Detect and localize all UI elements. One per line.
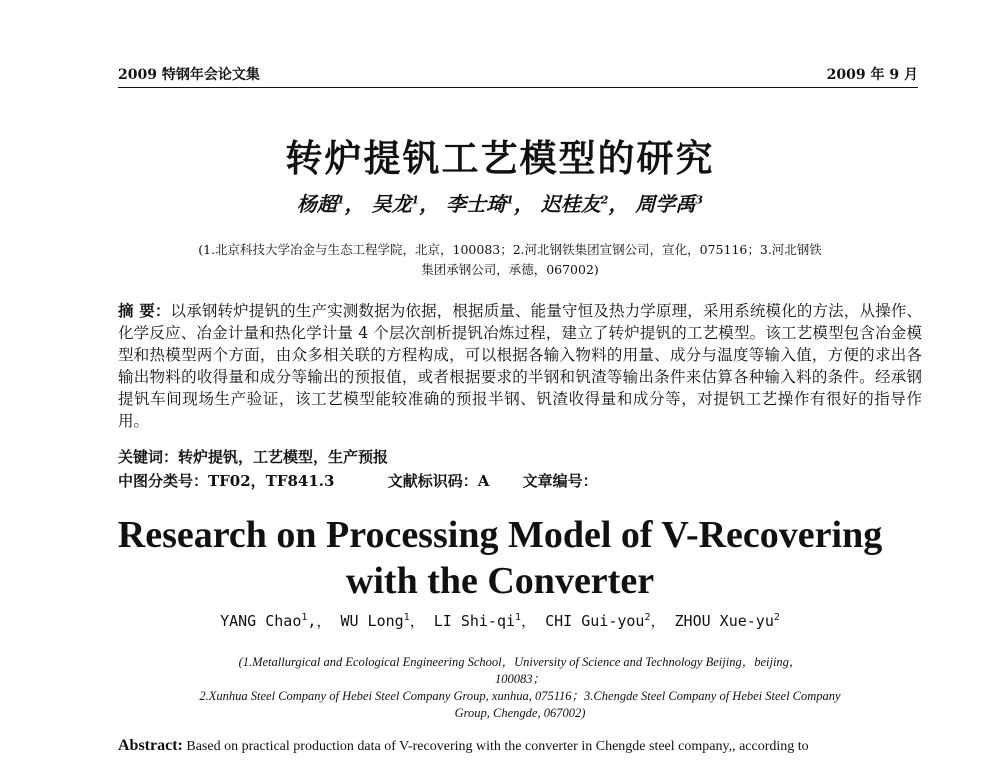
author-cn-affil: 1 [506,193,514,207]
affiliation-en-line: 2.Xunhua Steel Company of Hebei Steel Company Group, xunhua, 075116；3.Chengde Steel Company of Hebei Steel Company [199,689,841,703]
author-cn: 杨超 [296,192,337,216]
author-en-sep: ， [521,612,537,630]
header-proceedings: 2009 特钢年会论文集 [118,67,260,83]
affiliation-line: 集团承钢公司，承德，067002) [421,262,599,277]
abstract-en-label: Abstract: [118,737,183,754]
author-en: CHI Gui-you [545,612,645,630]
running-header [118,64,918,88]
affiliation-en-line: Group, Chengde, 067002) [454,706,586,720]
abstract-english [118,737,938,755]
author-cn-affil: 1 [336,193,345,207]
author-en-affil: 1 [403,612,410,623]
title-chinese: 转炉提钒工艺模型的研究 [285,136,715,180]
author-cn: 迟桂友 [540,192,601,216]
author-cn: 周学禹 [635,192,696,216]
abstract-en-text: Based on practical production data of V-recovering with the converter in Chengde steel company,, according to [186,739,809,754]
author-cn-affil: 1 [411,193,420,207]
author-en-affil: 2 [773,612,780,623]
authors-chinese: 杨超$^1$， 吴龙$^1$， 李士琦$^1$， 迟桂友$^2$， 周学禹$^3$ [296,192,704,216]
abstract-cn-text: 以承钢转炉提钒的生产实测数据为依据，根据质量、能量守恒及热力学原理，采用系统模化的方法，从操作、化学反应、冶金计量和热化学计量 4 个层次剖析提钒冶炼过程，建立了转炉提钒的工艺模型。该工艺模型包含冶金模型和热模型两个方面，由众多相关联的方程构成，可以根据各输入物料的用量、成分与温度等输入值，方便的求出各输出物料的收得量和成分等输出的预报值，或者根据要求的半钢和钒渣等输出条件来估算各种输入料的条件。经承钢提钒车间现场生产验证，该工艺模型能较准确的预报半钢、钒渣收得量和成分等，对提钒工艺操作有很好的指导作用。 [118,302,922,430]
keywords: 关键词：转炉提钒，工艺模型，生产预报 [118,448,389,466]
author-en: WU Long [340,612,404,630]
authors-english [0,610,1000,631]
affiliation-line: (1.北京科技大学冶金与生态工程学院，北京，100083；2.河北钢铁集团宣钢公司，宣化，075116；3.河北钢铁 [198,242,822,257]
affiliations-english [110,654,930,722]
author-cn-affil: 3 [695,193,704,207]
author-en-sep: ， [650,612,666,630]
title-en-line: Research on Processing Model of V-Recovering [117,514,883,556]
author-cn: 李士琦 [446,192,507,216]
classification-line [118,470,918,491]
title-english [0,512,1000,604]
affiliations-chinese [140,240,880,280]
document-code: 文献标识码：A [387,472,490,490]
author-en-affil: 1 [515,612,522,623]
article-number: 文章编号： [522,472,598,490]
author-en: YANG Chao [220,612,302,630]
author-en-sep: ,， [307,612,332,630]
author-en: LI Shi-qi [433,612,516,630]
author-en: ZHOU Xue-yu [674,612,774,630]
author-cn-affil: 2 [600,193,609,207]
abstract-cn-label: 摘 要： [118,301,171,320]
abstract-chinese [118,300,922,432]
header-divider [118,87,918,88]
author-en-affil: 2 [644,612,651,623]
affiliation-en-line: (1.Metallurgical and Ecological Engineering School，University of Science and Technology Beijing，beijing， [238,655,802,669]
author-en-sep: ， [409,612,425,630]
author-en-affil: 1 [301,612,308,623]
affiliation-en-line: 100083； [494,672,545,686]
title-en-line: with the Converter [345,560,655,602]
clc-number: 中图分类号：TF02，TF841.3 [118,472,335,490]
header-date: 2009 年 9 月 [826,67,918,83]
author-cn: 吴龙 [371,192,412,216]
